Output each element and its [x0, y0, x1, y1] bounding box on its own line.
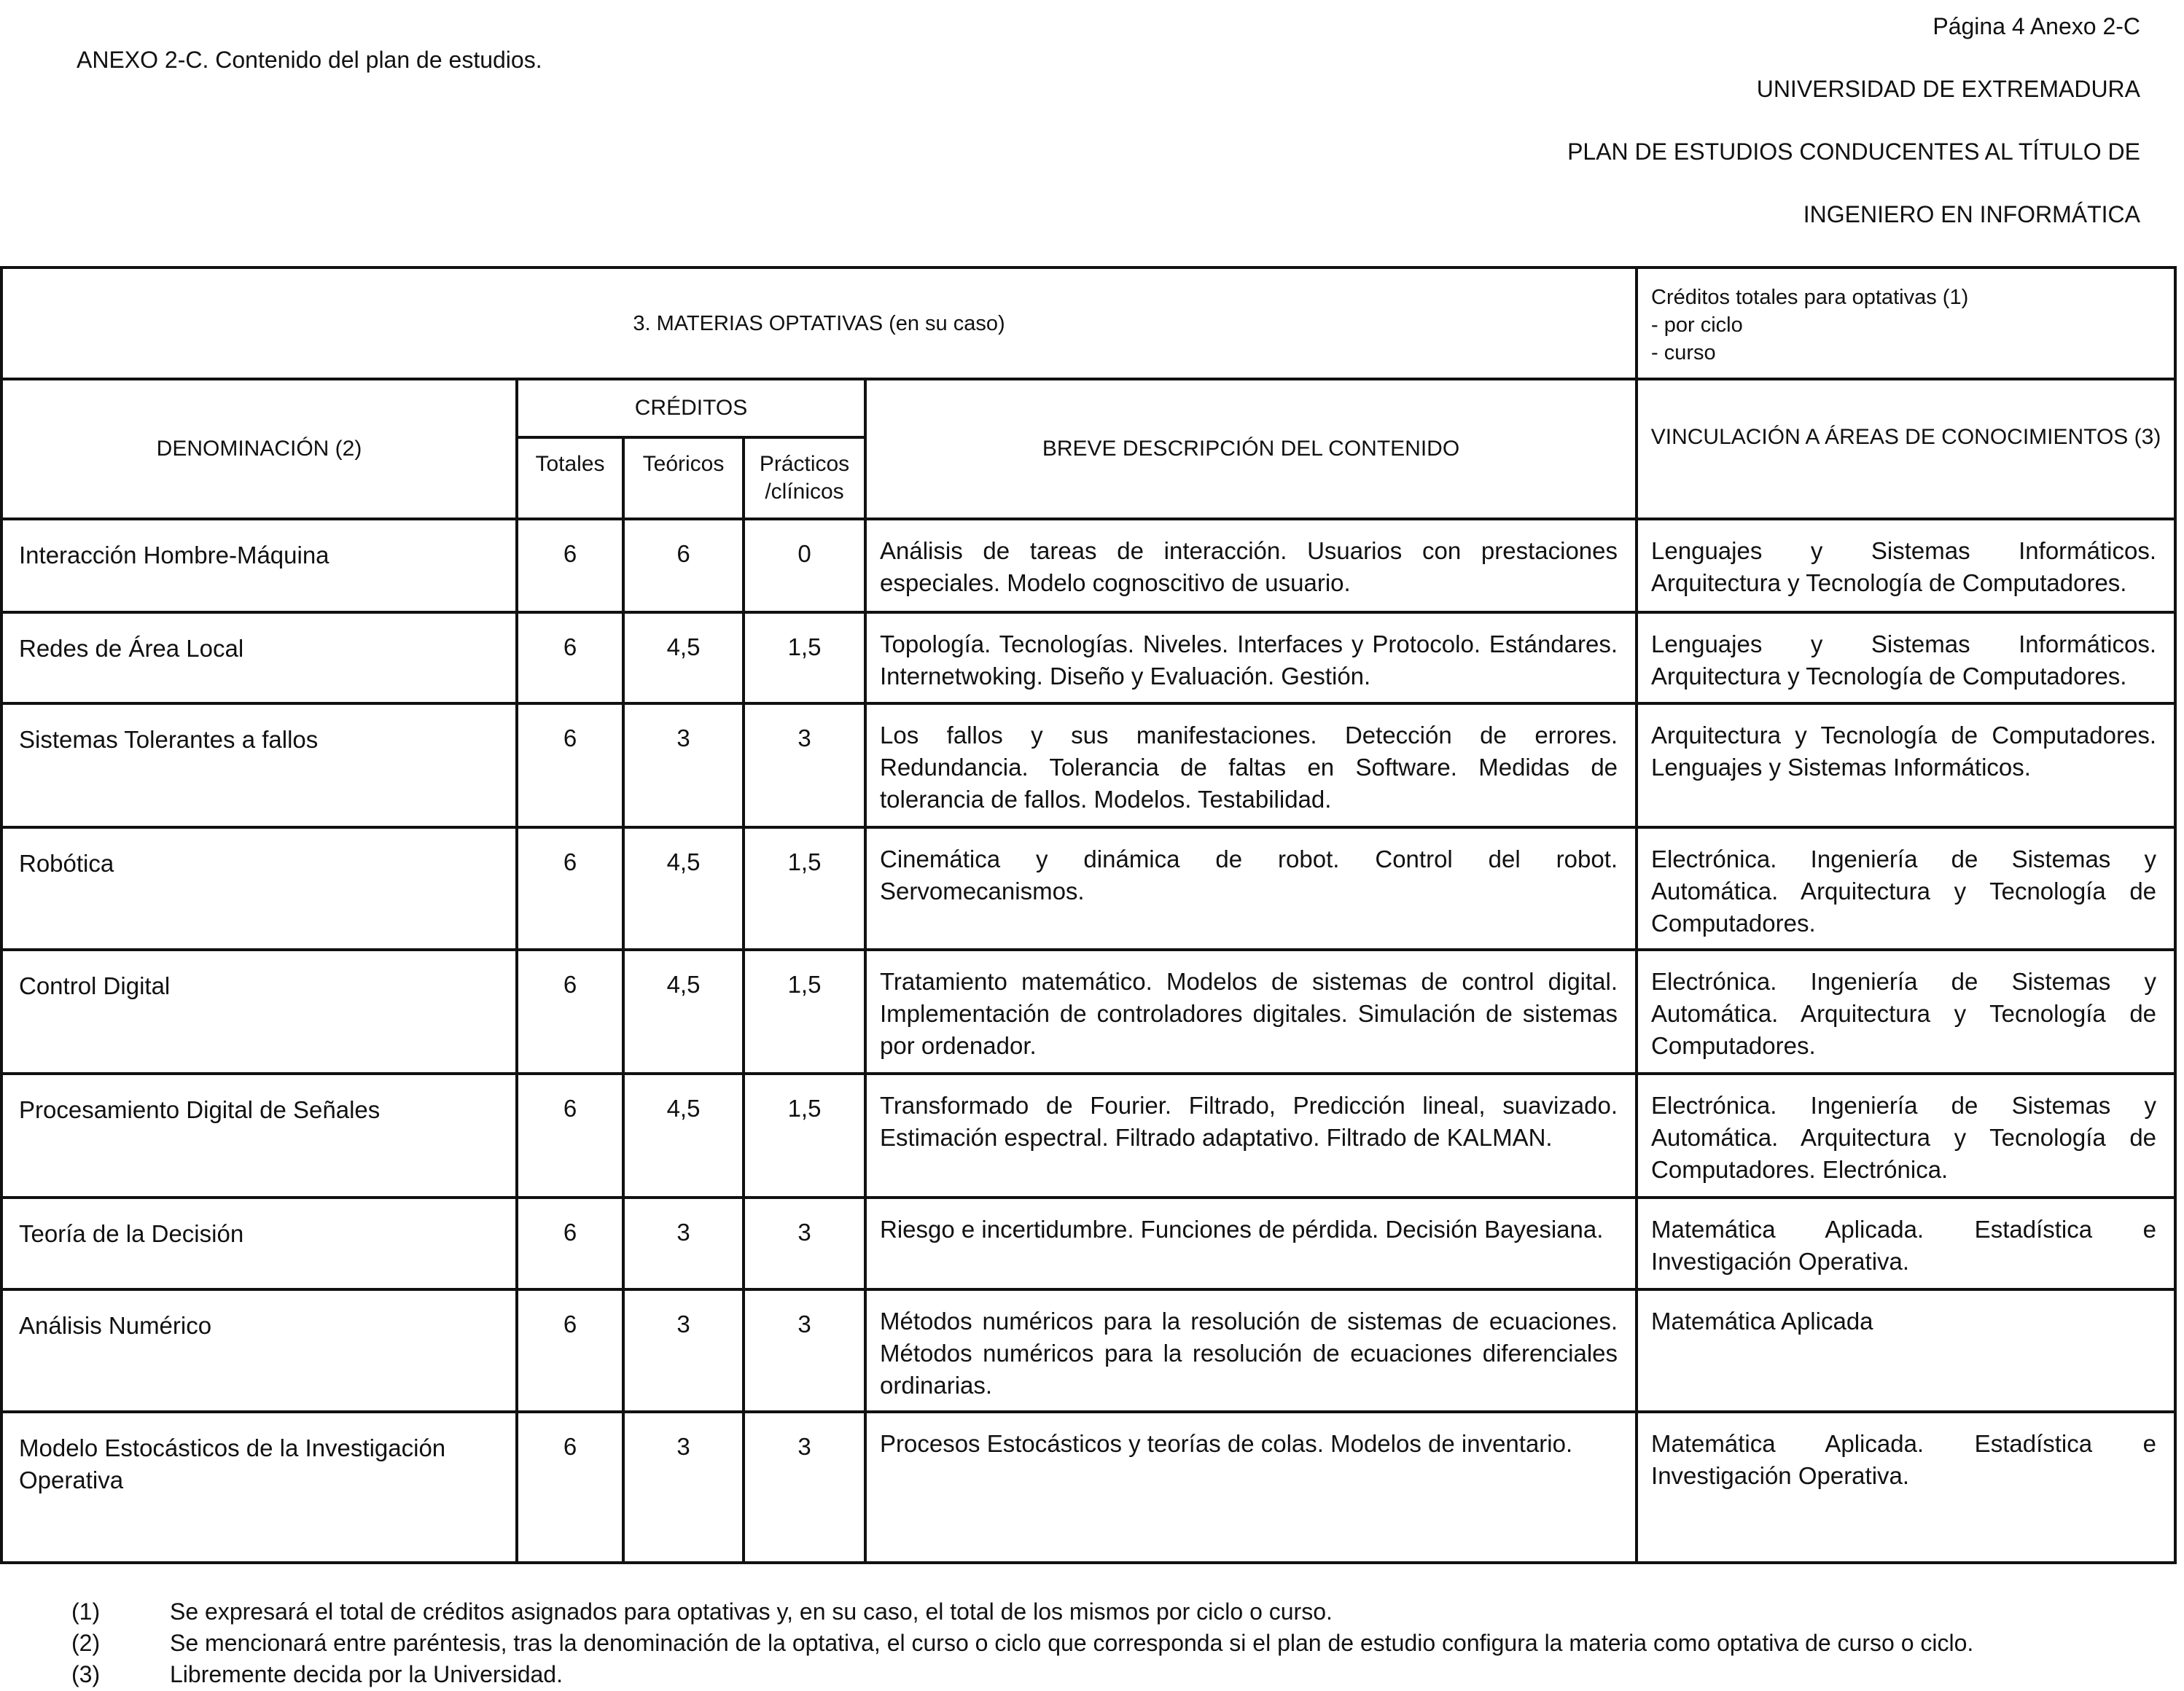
header-practicos-line: /clínicos — [765, 480, 844, 504]
credits-teoricos: 3 — [623, 1198, 744, 1289]
credits-teoricos: 6 — [623, 519, 744, 612]
header-creditos: CRÉDITOS — [517, 379, 865, 437]
credits-teoricos: 3 — [623, 1289, 744, 1412]
header-practicos — [744, 437, 865, 519]
footnote-number: (3) — [71, 1661, 101, 1687]
credits-totales: 6 — [517, 1074, 623, 1198]
footnote-item — [71, 1659, 1973, 1690]
table-row — [1, 1289, 2175, 1412]
table-row — [1, 1198, 2175, 1289]
credits-totales: 6 — [517, 1289, 623, 1412]
credits-practicos: 1,5 — [744, 827, 865, 950]
content-description: Procesos Estocásticos y teorías de colas. Modelos de inventario. — [865, 1412, 1637, 1563]
footnote-text: Libremente decida por la Universidad. — [170, 1661, 563, 1687]
content-description: Tratamiento matemático. Modelos de sistemas de control digital. Implementación de controladores digitales. Simulación de sistemas por ordenador. — [865, 950, 1637, 1074]
credits-practicos: 1,5 — [744, 1074, 865, 1198]
knowledge-areas: Matemática Aplicada — [1637, 1289, 2175, 1412]
table-row — [1, 519, 2175, 612]
content-description: Riesgo e incertidumbre. Funciones de pérdida. Decisión Bayesiana. — [865, 1198, 1637, 1289]
credits-teoricos: 4,5 — [623, 827, 744, 950]
footnote-number: (1) — [71, 1598, 101, 1625]
credits-practicos: 1,5 — [744, 950, 865, 1074]
knowledge-areas: Lenguajes y Sistemas Informáticos. Arquitectura y Tecnología de Computadores. — [1637, 519, 2175, 612]
table-row — [1, 1412, 2175, 1563]
footnote-number: (2) — [71, 1630, 101, 1656]
plan-title-line2: INGENIERO EN INFORMÁTICA — [1803, 201, 2140, 227]
credits-totales: 6 — [517, 519, 623, 612]
section-title: 3. MATERIAS OPTATIVAS (en su caso) — [1, 267, 1637, 379]
credits-practicos: 3 — [744, 1198, 865, 1289]
knowledge-areas: Electrónica. Ingeniería de Sistemas y Automática. Arquitectura y Tecnología de Computadores. — [1637, 950, 2175, 1074]
credits-note-line: - curso — [1651, 341, 1716, 364]
knowledge-areas: Matemática Aplicada. Estadística e Investigación Operativa. — [1637, 1412, 2175, 1563]
subject-name: Sistemas Tolerantes a fallos — [1, 703, 517, 827]
subject-name: Redes de Área Local — [1, 612, 517, 703]
credits-teoricos: 4,5 — [623, 950, 744, 1074]
subject-name: Control Digital — [1, 950, 517, 1074]
table-row — [1, 703, 2175, 827]
knowledge-areas: Lenguajes y Sistemas Informáticos. Arquitectura y Tecnología de Computadores. — [1637, 612, 2175, 703]
credits-note-line: Créditos totales para optativas (1) — [1651, 286, 1969, 309]
credits-practicos: 3 — [744, 703, 865, 827]
credits-practicos: 3 — [744, 1289, 865, 1412]
content-description: Transformado de Fourier. Filtrado, Predicción lineal, suavizado. Estimación espectral. Filtrado adaptativo. Filtrado de KALMAN. — [865, 1074, 1637, 1198]
knowledge-areas: Matemática Aplicada. Estadística e Investigación Operativa. — [1637, 1198, 2175, 1289]
content-description: Métodos numéricos para la resolución de sistemas de ecuaciones. Métodos numéricos para la resolución de ecuaciones diferenciales ordinarias. — [865, 1289, 1637, 1412]
subject-name: Modelo Estocásticos de la Investigación Operativa — [1, 1412, 517, 1563]
knowledge-areas: Arquitectura y Tecnología de Computadores. Lenguajes y Sistemas Informáticos. — [1637, 703, 2175, 827]
content-description: Cinemática y dinámica de robot. Control del robot. Servomecanismos. — [865, 827, 1637, 950]
knowledge-areas: Electrónica. Ingeniería de Sistemas y Automática. Arquitectura y Tecnología de Computadores. Electrónica. — [1637, 1074, 2175, 1198]
subject-name: Interacción Hombre-Máquina — [1, 519, 517, 612]
credits-totales: 6 — [517, 1198, 623, 1289]
footnote-item — [71, 1628, 1973, 1659]
subject-name: Procesamiento Digital de Señales — [1, 1074, 517, 1198]
credits-teoricos: 4,5 — [623, 612, 744, 703]
credits-practicos: 0 — [744, 519, 865, 612]
credits-note-line: - por ciclo — [1651, 313, 1743, 337]
plan-title-line1: PLAN DE ESTUDIOS CONDUCENTES AL TÍTULO DE — [1567, 138, 2140, 165]
table-row — [1, 612, 2175, 703]
optativas-table — [0, 266, 2177, 1564]
footnotes — [71, 1596, 1973, 1690]
credits-totales: 6 — [517, 950, 623, 1074]
footnote-text: Se mencionará entre paréntesis, tras la denominación de la optativa, el curso o ciclo que corresponda si el plan de estudio configura la materia como optativa de curso o ciclo. — [170, 1630, 1974, 1656]
credits-practicos: 1,5 — [744, 612, 865, 703]
content-description: Topología. Tecnologías. Niveles. Interfaces y Protocolo. Estándares. Internetwoking. Diseño y Evaluación. Gestión. — [865, 612, 1637, 703]
credits-teoricos: 4,5 — [623, 1074, 744, 1198]
credits-totales: 6 — [517, 1412, 623, 1563]
credits-totales: 6 — [517, 612, 623, 703]
credits-total-note — [1637, 267, 2175, 379]
footnote-item — [71, 1596, 1973, 1628]
header-totales: Totales — [517, 437, 623, 519]
table-header-row — [1, 379, 2175, 437]
credits-practicos: 3 — [744, 1412, 865, 1563]
knowledge-areas: Electrónica. Ingeniería de Sistemas y Automática. Arquitectura y Tecnología de Computadores. — [1637, 827, 2175, 950]
table-row — [1, 827, 2175, 950]
page-label: Página 4 Anexo 2-C — [1933, 13, 2140, 39]
table-row — [1, 950, 2175, 1074]
document-left-title: ANEXO 2-C. Contenido del plan de estudios. — [77, 47, 542, 73]
content-description: Análisis de tareas de interacción. Usuarios con prestaciones especiales. Modelo cognoscitivo de usuario. — [865, 519, 1637, 612]
header-denominacion: DENOMINACIÓN (2) — [1, 379, 517, 519]
credits-totales: 6 — [517, 703, 623, 827]
table-caption-row — [1, 267, 2175, 379]
credits-teoricos: 3 — [623, 703, 744, 827]
header-practicos-line: Prácticos — [759, 452, 850, 476]
footnote-text: Se expresará el total de créditos asignados para optativas y, en su caso, el total de los mismos por ciclo o curso. — [170, 1598, 1333, 1625]
header-teoricos: Teóricos — [623, 437, 744, 519]
subject-name: Robótica — [1, 827, 517, 950]
subject-name: Análisis Numérico — [1, 1289, 517, 1412]
university-name: UNIVERSIDAD DE EXTREMADURA — [1756, 76, 2140, 102]
header-descripcion: BREVE DESCRIPCIÓN DEL CONTENIDO — [865, 379, 1637, 519]
content-description: Los fallos y sus manifestaciones. Detección de errores. Redundancia. Tolerancia de faltas en Software. Medidas de tolerancia de fallos. Modelos. Testabilidad. — [865, 703, 1637, 827]
subject-name: Teoría de la Decisión — [1, 1198, 517, 1289]
credits-totales: 6 — [517, 827, 623, 950]
table-row — [1, 1074, 2175, 1198]
header-vinculacion: VINCULACIÓN A ÁREAS DE CONOCIMIENTOS (3) — [1637, 379, 2175, 519]
credits-teoricos: 3 — [623, 1412, 744, 1563]
